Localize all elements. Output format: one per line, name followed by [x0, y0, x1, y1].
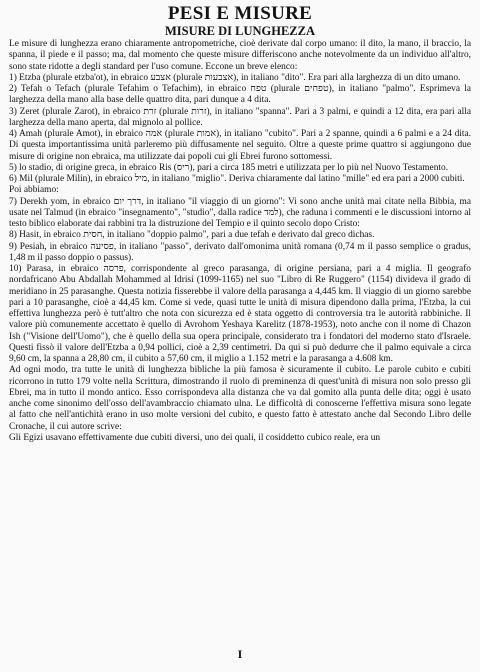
paragraph-tefah: 2) Tefah o Tefach (plurale Tefahim o Tefachim), in ebraico טפח (plurale טפחים), in italiano "palmo". Esprimeva la larghezza della mano alla base delle quattro dita, pari dunque a 4 dita.	[9, 84, 471, 106]
paragraph-poi-abbiamo: Poi abbiamo:	[9, 185, 59, 196]
paragraph-hasit: 8) Hasit, in ebraico חסית, in italiano "doppio palmo", pari a due tefah e derivato dal greco dichas.	[9, 230, 375, 241]
paragraph-pesiah: 9) Pesiah, in ebraico פסיעה, in italiano "passo", derivato dall'omonima unità romana (0,74 m il passo semplice o gradus, 1,48 m il passo doppio o passus).	[9, 241, 471, 263]
paragraph-zeret: 3) Zeret (plurale Zarot), in ebraico זרת (plurale זרות), in italiano "spanna". Pari a 3 palmi, e quindi a 12 dita, era pari alla larghezza della mano aperta, dal mignolo al pollice.	[9, 106, 471, 128]
paragraph-derekh-yom: 7) Derekh yom, in ebraico דרך יום, in italiano "il viaggio di un giorno": Vi sono anche unità mai citate nella Bibbia, ma usate nel Talmud (in ebraico "insegnamento", "studio", dalla radice למד), che raduna i commenti e le discussioni intorno al testo biblico elaborate dai rabbini tra la distruzione del Tempio e il quinto secolo dopo Cristo:	[9, 196, 471, 229]
paragraph-intro: Le misure di lunghezza erano chiaramente antropometriche, cioè derivate dal corpo umano: il dito, la mano, il braccio, la spanna, il piede e il passo; ma, dal momento che queste misure differiscono anche notevolmente da un individuo all'altro, sono state ridotte a degli standard per l'uso comune. Eccone un breve elenco:	[9, 39, 471, 72]
paragraph-amah: 4) Amah (plurale Amot), in ebraico אמה (plurale אמות), in italiano "cubito". Pari a 2 spanne, quindi a 6 palmi e a 24 dita. Di questa importantissima unità parleremo più diffusamente nel seguito. Oltre a queste prime quattro si aggiungono due misure di origine non ebraica, ma utilizzate dai popoli cui gli Ebrei furono sottomessi.	[9, 129, 471, 162]
paragraph-cubito: Ad ogni modo, tra tutte le unità di lunghezza bibliche la più famosa è sicuramente il cubito. Le parole cubito e cubiti ricorrono in tutto 179 volte nella Scrittura, dimostrando il ruolo di preminenza di quest'unità di misura non solo presso gli Ebrei, ma in tutto il mondo antico. Esso corrispondeva alla distanza che va dal gomito alla punta delle dita; oggi è usato anche come sinonimo dell'osso dell'avambraccio chiamato ulna. Le difficoltà di conoscerne l'effettiva misura sono legate al fatto che nell'antichità erano in uso molte versioni del cubito, e questo fatto è attestato anche dal Secondo Libro delle Cronache, il cui autore scrive:	[9, 365, 471, 432]
page-title: PESI E MISURE	[167, 3, 313, 24]
paragraph-etzba: 1) Etzba (plurale etzba'ot), in ebraico אצבע (plurale אצבעות), in italiano "dito". Era pari alla larghezza di un dito umano.	[9, 72, 461, 83]
paragraph-stadio: 5) lo stadio, di origine greca, in ebraico Ris (ריס), pari a circa 185 metri e utilizzata per lo più nel Nuovo Testamento.	[9, 162, 449, 173]
paragraph-mil: 6) Mil (plurale Milin), in ebraico מיל, in italiano "miglio". Deriva chiaramente dal latino "mille" ed era pari a 2000 cubiti.	[9, 174, 465, 184]
section-subtitle: MISURE DI LUNGHEZZA	[164, 24, 316, 38]
paragraph-parasa: 10) Parasa, in ebraico פרסה, corrispondente al greco parasanga, di origine persiana, pari a 4 miglia. Il geografo nordafricano Abu Abdallah Mohammed al Idrisi (1099-1165) nel suo "Libro di Re Ruggero" (1154) divideva il grado di meridiano in 25 parasanghe. Questa notizia fisserebbe il valore della parasanga a 4,445 km. Il viaggio di un giorno sarebbe pari a 10 parasanghe, cioè a 44,45 km. Come si vede, quasi tutte le unità di misura dipendono dalla prima, l'Etzba, la cui effettiva lunghezza però è tutt'altro che nota con sicurezza ed è stata oggetto di controversia tra le autorità rabbiniche. Il valore più comunemente accettato è quello di Avrohom Yeshaya Karelitz (1878-1953), noto anche con il nome di Chazon Ish ("Visione dell'Uomo"), che è quello della sua opera principale, considerato tra i fondatori del moderno stato d'Israele. Questi fissò il valore dell'Etzba a 0,94 pollici, cioè a 2,39 centimetri. Da qui si può dedurre che il palmo equivale a circa 9,60 cm, la spanna a 28,80 cm, il cubito a 57,60 cm, il miglio a 1.152 metri e la parasanga a 4.608 km.	[9, 264, 471, 364]
body-text	[9, 39, 471, 444]
paragraph-egizi: Gli Egizi usavano effettivamente due cubiti diversi, uno dei quali, il cosiddetto cubico reale, era un	[9, 432, 381, 443]
page-number: I	[237, 647, 243, 661]
